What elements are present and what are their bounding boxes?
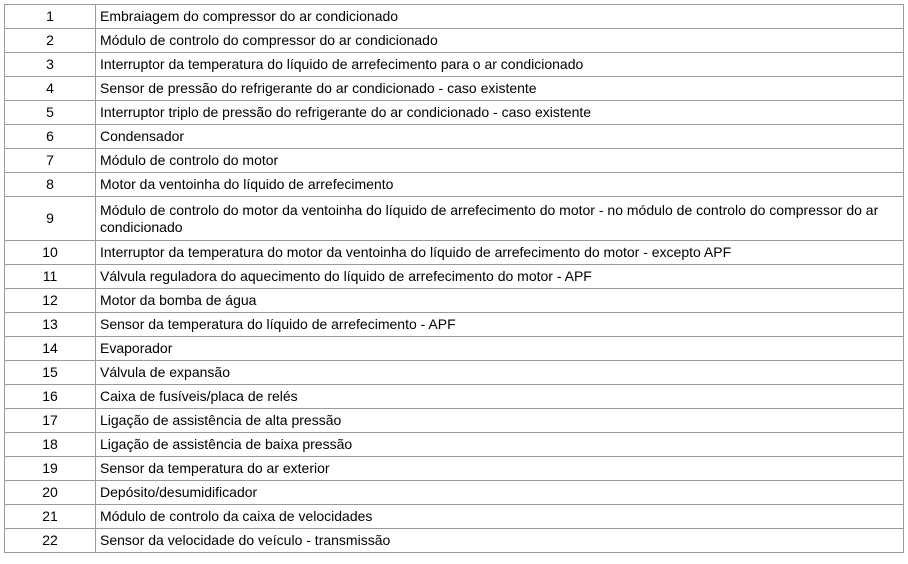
item-description: Interruptor da temperatura do motor da ventoinha do líquido de arrefecimento do motor - excepto APF <box>96 241 904 265</box>
item-number: 13 <box>5 313 96 337</box>
item-description: Motor da ventoinha do líquido de arrefecimento <box>96 173 904 197</box>
item-description: Embraiagem do compressor do ar condicionado <box>96 5 904 29</box>
table-row <box>5 53 904 77</box>
table-row <box>5 125 904 149</box>
item-description: Caixa de fusíveis/placa de relés <box>96 385 904 409</box>
item-number: 12 <box>5 289 96 313</box>
table-row <box>5 197 904 241</box>
table-row <box>5 77 904 101</box>
item-number: 20 <box>5 481 96 505</box>
item-description: Módulo de controlo do motor da ventoinha do líquido de arrefecimento do motor - no módulo de controlo do compressor do ar condicionado <box>96 197 904 241</box>
item-number: 1 <box>5 5 96 29</box>
item-description: Válvula reguladora do aquecimento do líquido de arrefecimento do motor - APF <box>96 265 904 289</box>
item-description: Depósito/desumidificador <box>96 481 904 505</box>
item-number: 18 <box>5 433 96 457</box>
table-row <box>5 505 904 529</box>
item-number: 15 <box>5 361 96 385</box>
item-description: Interruptor da temperatura do líquido de arrefecimento para o ar condicionado <box>96 53 904 77</box>
item-number: 10 <box>5 241 96 265</box>
item-description: Módulo de controlo do compressor do ar condicionado <box>96 29 904 53</box>
table-row <box>5 5 904 29</box>
item-description: Ligação de assistência de baixa pressão <box>96 433 904 457</box>
item-number: 3 <box>5 53 96 77</box>
item-number: 7 <box>5 149 96 173</box>
item-number: 4 <box>5 77 96 101</box>
item-description: Evaporador <box>96 337 904 361</box>
table-row <box>5 265 904 289</box>
item-description: Sensor da velocidade do veículo - transmissão <box>96 529 904 553</box>
item-description: Sensor da temperatura do líquido de arrefecimento - APF <box>96 313 904 337</box>
item-number: 19 <box>5 457 96 481</box>
item-number: 16 <box>5 385 96 409</box>
item-number: 14 <box>5 337 96 361</box>
item-number: 2 <box>5 29 96 53</box>
table-row <box>5 313 904 337</box>
table-row <box>5 433 904 457</box>
item-number: 11 <box>5 265 96 289</box>
table-row <box>5 337 904 361</box>
item-number: 5 <box>5 101 96 125</box>
item-description: Condensador <box>96 125 904 149</box>
item-number: 6 <box>5 125 96 149</box>
table-row <box>5 529 904 553</box>
component-legend-table <box>4 4 904 553</box>
item-description: Sensor da temperatura do ar exterior <box>96 457 904 481</box>
table-row <box>5 457 904 481</box>
table-row <box>5 289 904 313</box>
table-row <box>5 361 904 385</box>
table-row <box>5 29 904 53</box>
item-description: Interruptor triplo de pressão do refrigerante do ar condicionado - caso existente <box>96 101 904 125</box>
table-row <box>5 385 904 409</box>
table-row <box>5 149 904 173</box>
item-number: 21 <box>5 505 96 529</box>
item-number: 9 <box>5 197 96 241</box>
item-description: Motor da bomba de água <box>96 289 904 313</box>
table-row <box>5 101 904 125</box>
item-description: Módulo de controlo do motor <box>96 149 904 173</box>
item-number: 17 <box>5 409 96 433</box>
item-description: Ligação de assistência de alta pressão <box>96 409 904 433</box>
item-description: Módulo de controlo da caixa de velocidades <box>96 505 904 529</box>
table-row <box>5 481 904 505</box>
legend-table-body <box>5 5 904 553</box>
table-row <box>5 409 904 433</box>
item-description: Válvula de expansão <box>96 361 904 385</box>
table-row <box>5 173 904 197</box>
table-row <box>5 241 904 265</box>
item-number: 8 <box>5 173 96 197</box>
item-description: Sensor de pressão do refrigerante do ar condicionado - caso existente <box>96 77 904 101</box>
item-number: 22 <box>5 529 96 553</box>
